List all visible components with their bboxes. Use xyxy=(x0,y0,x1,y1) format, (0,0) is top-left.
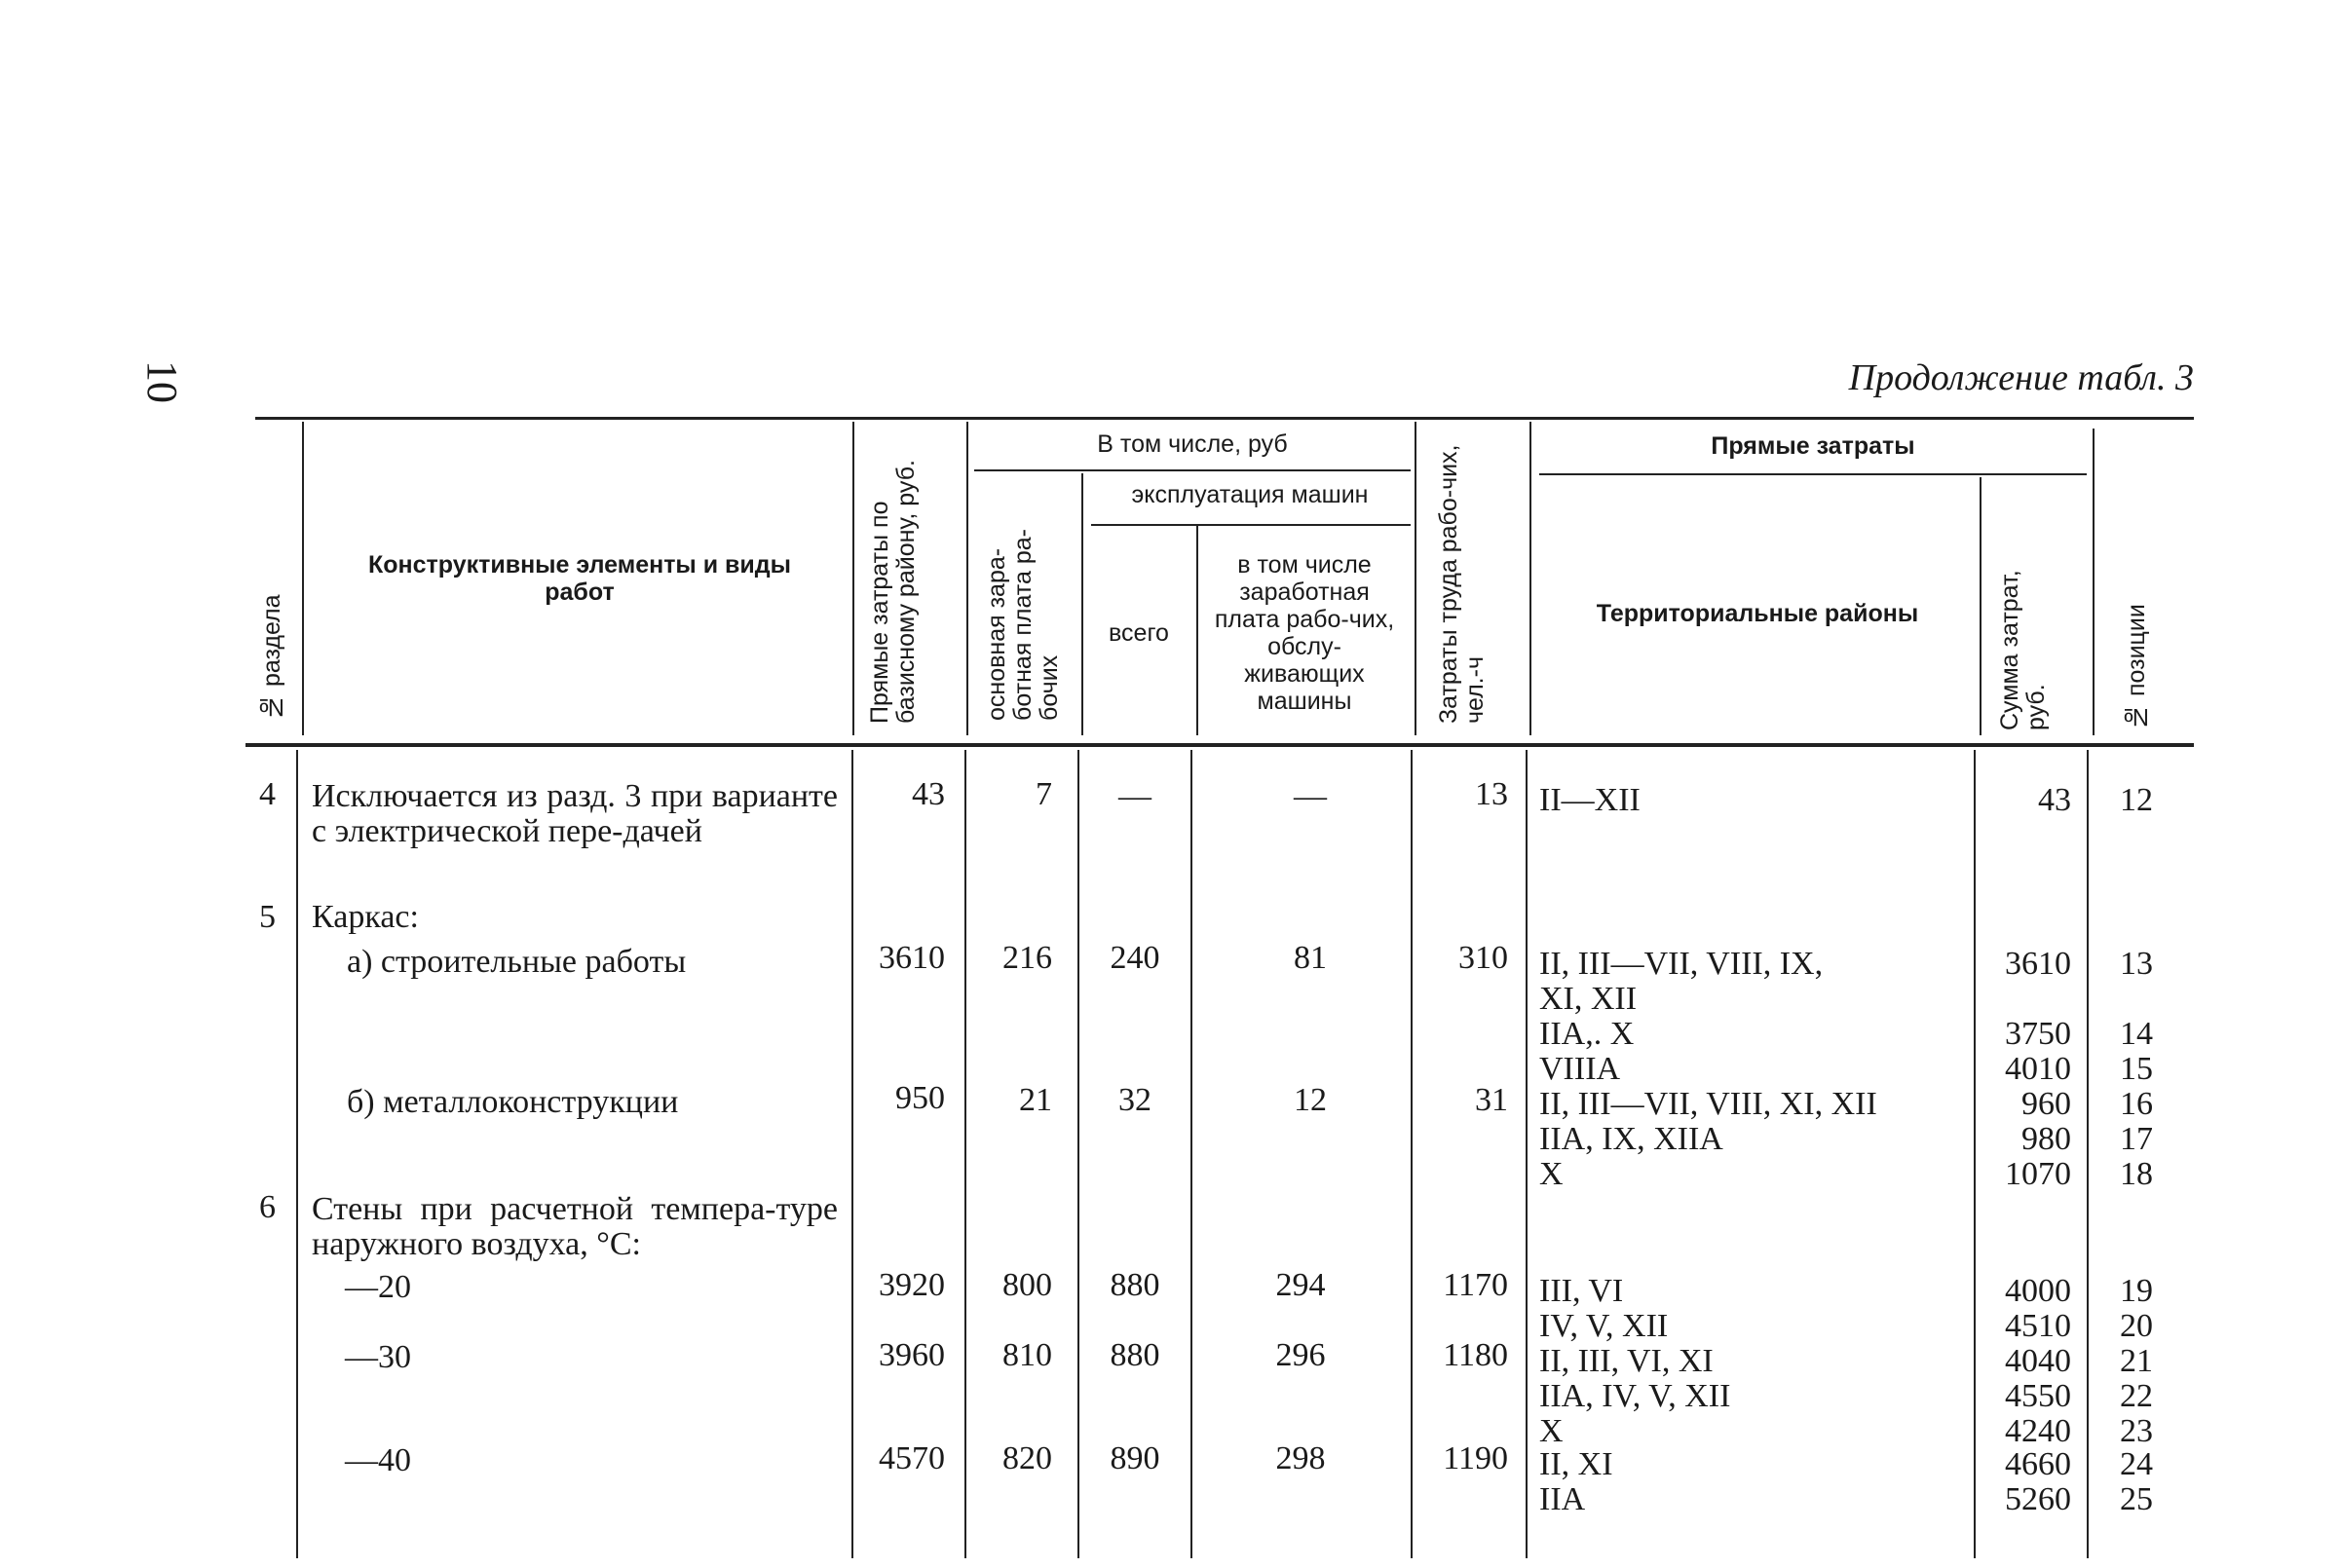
including-rule xyxy=(974,469,1411,471)
row5a-region-2: IIA,. X xyxy=(1539,1016,1635,1052)
row4-machine-total: — xyxy=(1118,778,1151,814)
row6-title: Стены при расчетной темпера-туре наружного воздуха, °C: xyxy=(312,1191,838,1262)
col-rule-3 xyxy=(966,422,968,735)
row6-t30-region-3: X xyxy=(1539,1413,1564,1449)
row5a-position-1: 13 xyxy=(2120,946,2153,982)
table-top-rule xyxy=(255,417,2194,420)
header-regions: Территориальные районы xyxy=(1596,600,1919,627)
col-rule-7 xyxy=(1529,422,1531,735)
row5a-sum-2: 3750 xyxy=(2005,1016,2071,1052)
row5a-machine-total: 240 xyxy=(1110,940,1160,976)
row5a-sum-3: 4010 xyxy=(2005,1051,2071,1087)
row6-t20-sum-2: 4510 xyxy=(2005,1308,2071,1344)
machines-rule xyxy=(1091,524,1411,526)
col-rule-4 xyxy=(1081,473,1083,735)
row6-t30-label: —30 xyxy=(345,1339,411,1375)
row6-t40-machine-total: 890 xyxy=(1110,1440,1160,1476)
body-rule-6 xyxy=(1411,750,1413,1558)
row6-t20-wage: 800 xyxy=(1002,1267,1052,1303)
row6-t20-label: —20 xyxy=(345,1269,411,1305)
header-machine-total: всего xyxy=(1109,619,1169,647)
page-number: 10 xyxy=(138,360,186,403)
header-labor: Затраты труда рабо-чих, чел.-ч xyxy=(1435,444,1489,724)
body-rule-2 xyxy=(851,750,853,1558)
row6-t40-position-1: 24 xyxy=(2120,1446,2153,1482)
row5a-position-3: 15 xyxy=(2120,1051,2153,1087)
row5b-position-2: 17 xyxy=(2120,1121,2153,1157)
row6-t30-region-2: IIA, IV, V, XII xyxy=(1539,1378,1731,1414)
col-rule-5 xyxy=(1196,526,1198,735)
row5b-position-1: 16 xyxy=(2120,1086,2153,1122)
row6-t40-sum-2: 5260 xyxy=(2005,1481,2071,1517)
row5a-region-1: II, III—VII, VIII, IX, xyxy=(1539,946,1824,982)
row5a-cost: 3610 xyxy=(879,940,945,976)
row4-region: II—XII xyxy=(1539,782,1641,818)
col-rule-1 xyxy=(302,422,304,735)
row5a-sum-1: 3610 xyxy=(2005,946,2071,982)
body-rule-5 xyxy=(1190,750,1192,1558)
col-rule-2 xyxy=(852,422,854,735)
row4-section: 4 xyxy=(259,776,276,812)
row5b-sum-2: 980 xyxy=(2021,1121,2071,1157)
row6-t20-labor: 1170 xyxy=(1443,1267,1508,1303)
row4-labor: 13 xyxy=(1475,776,1508,812)
row5b-wage: 21 xyxy=(1019,1082,1052,1118)
row4-wage: 7 xyxy=(1036,776,1052,812)
row6-t30-position-2: 22 xyxy=(2120,1378,2153,1414)
row6-t30-position-1: 21 xyxy=(2120,1343,2153,1379)
header-section-number: № раздела xyxy=(258,594,285,721)
row5b-machine-wage: 12 xyxy=(1294,1082,1327,1118)
col-rule-8 xyxy=(1980,477,1981,735)
col-rule-9 xyxy=(2093,429,2095,735)
row5b-region-3: X xyxy=(1539,1156,1564,1192)
row6-t20-machine-wage: 294 xyxy=(1275,1267,1326,1303)
row5b-region-2: IIA, IX, XIIA xyxy=(1539,1121,1723,1157)
row6-t20-machine-total: 880 xyxy=(1110,1267,1160,1303)
row5b-cost: 950 xyxy=(895,1080,945,1116)
body-rule-7 xyxy=(1526,750,1528,1558)
header-including: В том числе, руб xyxy=(1097,430,1288,458)
header-machine-wage: в том числе заработная плата рабо-чих, обслу-живающих машины xyxy=(1214,551,1395,715)
header-elements: Конструктивные элементы и виды работ xyxy=(367,551,792,606)
body-rule-1 xyxy=(296,750,298,1558)
row6-t40-region-1: II, XI xyxy=(1539,1446,1613,1482)
row6-t30-wage: 810 xyxy=(1002,1337,1052,1373)
row6-t20-region-1: III, VI xyxy=(1539,1273,1624,1309)
body-rule-3 xyxy=(964,750,966,1558)
row6-t40-cost: 4570 xyxy=(879,1440,945,1476)
header-machine-operation: эксплуатация машин xyxy=(1131,481,1369,508)
row5b-label: б) металлоконструкции xyxy=(347,1084,679,1120)
row6-t20-position-1: 19 xyxy=(2120,1273,2153,1309)
row5a-label: а) строительные работы xyxy=(347,944,687,980)
row6-t40-label: —40 xyxy=(345,1442,411,1478)
row4-sum: 43 xyxy=(2038,782,2071,818)
row6-t30-sum-2: 4550 xyxy=(2005,1378,2071,1414)
row5a-region-1-cont: XI, XII xyxy=(1539,981,1638,1017)
row6-t30-labor: 1180 xyxy=(1443,1337,1508,1373)
row5b-position-3: 18 xyxy=(2120,1156,2153,1192)
row5a-position-2: 14 xyxy=(2120,1016,2153,1052)
row4-machine-wage: — xyxy=(1294,778,1327,814)
header-position: № позиции xyxy=(2123,604,2150,730)
row5b-labor: 31 xyxy=(1475,1082,1508,1118)
body-rule-4 xyxy=(1077,750,1079,1558)
row5a-region-3: VIIIA xyxy=(1539,1051,1621,1087)
row5-section: 5 xyxy=(259,899,276,935)
row5b-region-1: II, III—VII, VIII, XI, XII xyxy=(1539,1086,1877,1122)
header-direct-costs: Прямые затраты xyxy=(1711,432,1915,460)
row5b-sum-1: 960 xyxy=(2021,1086,2071,1122)
row6-t40-labor: 1190 xyxy=(1443,1440,1508,1476)
body-rule-8 xyxy=(1974,750,1976,1558)
row6-t30-machine-total: 880 xyxy=(1110,1337,1160,1373)
row5a-labor: 310 xyxy=(1458,940,1508,976)
row6-t40-position-2: 25 xyxy=(2120,1481,2153,1517)
header-sum: Сумма затрат, руб. xyxy=(1996,570,2050,730)
row6-t30-region-1: II, III, VI, XI xyxy=(1539,1343,1714,1379)
row4-cost: 43 xyxy=(912,776,945,812)
row5-title: Каркас: xyxy=(312,899,419,935)
row4-position: 12 xyxy=(2120,782,2153,818)
row6-t20-cost: 3920 xyxy=(879,1267,945,1303)
row5a-wage: 216 xyxy=(1002,940,1052,976)
col-rule-6 xyxy=(1415,422,1416,735)
header-basic-wage: основная зара-ботная плата ра-бочих xyxy=(983,529,1063,721)
row6-t30-position-3: 23 xyxy=(2120,1413,2153,1449)
row6-t40-sum-1: 4660 xyxy=(2005,1446,2071,1482)
row6-t40-region-2: IIA xyxy=(1539,1481,1586,1517)
row6-t20-position-2: 20 xyxy=(2120,1308,2153,1344)
row5a-machine-wage: 81 xyxy=(1294,940,1327,976)
row6-t30-sum-1: 4040 xyxy=(2005,1343,2071,1379)
header-direct-costs-base: Прямые затраты по базисному району, руб. xyxy=(866,460,920,724)
row5b-machine-total: 32 xyxy=(1118,1082,1151,1118)
row6-t40-wage: 820 xyxy=(1002,1440,1052,1476)
row6-t40-machine-wage: 298 xyxy=(1275,1440,1326,1476)
row4-description: Исключается из разд. 3 при варианте с электрической пере-дачей xyxy=(312,778,838,849)
row6-section: 6 xyxy=(259,1189,276,1225)
body-rule-9 xyxy=(2087,750,2089,1558)
row5b-sum-3: 1070 xyxy=(2005,1156,2071,1192)
row6-t20-region-2: IV, V, XII xyxy=(1539,1308,1669,1344)
row6-t30-machine-wage: 296 xyxy=(1275,1337,1326,1373)
row6-t30-cost: 3960 xyxy=(879,1337,945,1373)
row6-t20-sum-1: 4000 xyxy=(2005,1273,2071,1309)
row6-t30-sum-3: 4240 xyxy=(2005,1413,2071,1449)
header-bottom-rule xyxy=(245,743,2194,747)
direct-costs-rule xyxy=(1539,473,2087,475)
table-caption: Продолжение табл. 3 xyxy=(1848,357,2194,398)
